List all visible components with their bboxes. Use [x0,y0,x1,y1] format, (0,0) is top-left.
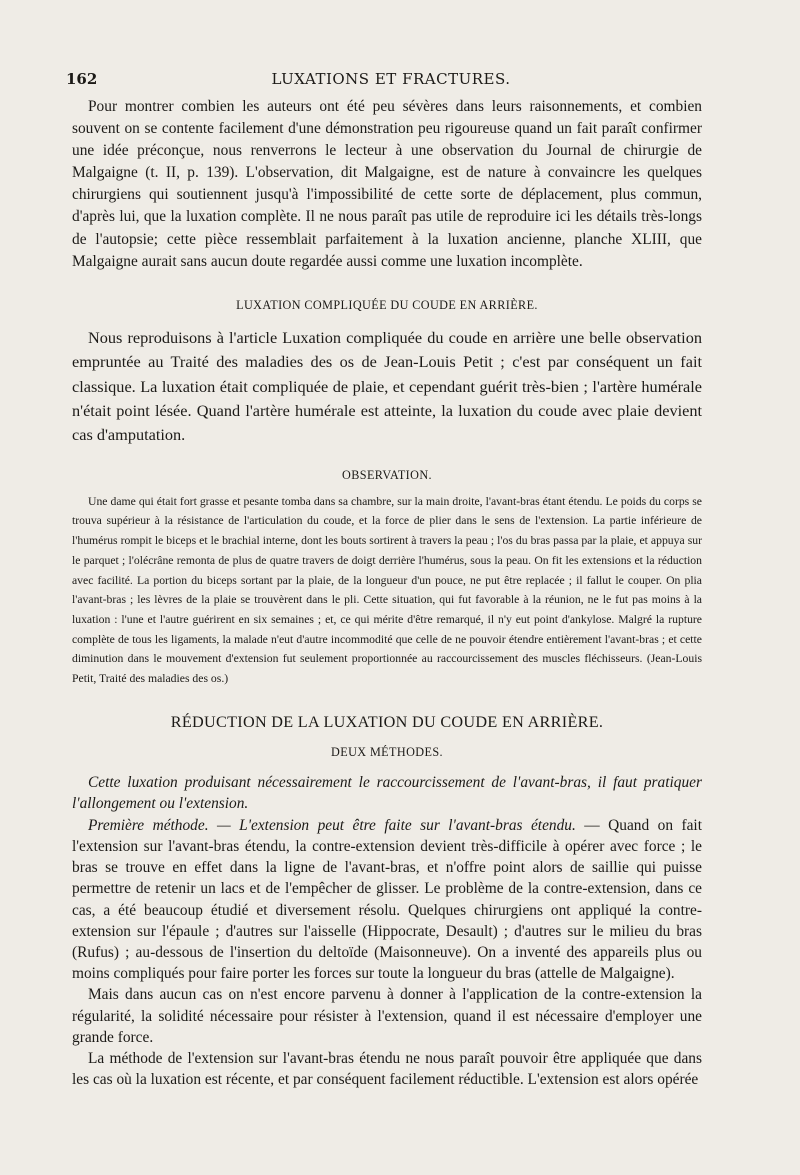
contre-extension-paragraph: Mais dans aucun cas on n'est encore parvenu à donner à l'application de la contre-extension la régularité, la solidité nécessaire pour résister à l'extension, quand il est nécessaire d'employer une grande force. [72,986,702,1046]
observation-heading: OBSERVATION. [342,467,432,482]
premiere-methode-label: Première méthode. — L'extension peut être faite sur l'avant-bras étendu. [88,816,576,834]
observation-paragraph: Une dame qui était fort grasse et pesante tomba dans sa chambre, sur la main droite, l'avant-bras étant étendu. Le poids du corps se trouva supérieur à la résistance de l'articulation du coude, et la force de plier dans le sens de l'extension. La partie inférieure de l'humérus rompit le biceps et le brachial interne, dont les bouts sortirent à travers la peau ; l'os du bras passa par la plaie, et appuya sur le parquet ; l'olécrâne remonta de plus de quatre travers de doigt derrière l'humérus, sous la peau. On fit les extensions et la réduction avec facilité. La portion du biceps sortant par la plaie, de la longueur d'un pouce, ne put être replacée ; il fallut le couper. On plia l'avant-bras ; les lèvres de la plaie se trouvèrent dans le pli. Cette situation, qui fut favorable à la réunion, ne le fut pas moins à la luxation : l'une et l'autre guérirent en six semaines ; et, ce qui mérite d'être remarqué, il n'y eut point d'ankylose. Malgré la rupture complète de tous les ligaments, la malade n'eut d'autre incommodité que celle de ne pouvoir étendre entièrement l'avant-bras ; et cette diminution dans le mouvement d'extension fut seulement proportionnée au raccourcissement des muscles fléchisseurs. (Jean-Louis Petit, Traité des maladies des os.) [72,494,702,686]
subheading-deux-methodes: DEUX MÉTHODES. [331,744,443,759]
page-content [72,96,702,1090]
section-heading-reduction: RÉDUCTION DE LA LUXATION DU COUDE EN ARRIÈRE. [170,712,604,731]
running-head: LUXATIONS ET FRACTURES. [271,70,511,88]
methode-extension-paragraph: La méthode de l'extension sur l'avant-bras étendu ne nous paraît pouvoir être appliquée que dans les cas où la luxation est récente, et par conséquent facilement réductible. L'extension est alors opérée [72,1050,702,1089]
italic-intro-paragraph: Cette luxation produisant nécessairement le raccourcissement de l'avant-bras, il faut pratiquer l'allongement ou l'extension. [72,773,702,813]
section-paragraph-luxation-compliquee: Nous reproduisons à l'article Luxation compliquée du coude en arrière une belle observation empruntée au Traité des maladies des os de Jean-Louis Petit ; c'est par conséquent un fait classique. La luxation était compliquée de plaie, et cependant guérit très-bien ; l'artère humérale n'était point lésée. Quand l'artère humérale est atteinte, la luxation du coude avec plaie devient cas d'amputation. [72,327,702,445]
page-header [66,70,716,94]
section-heading-luxation-compliquee: LUXATION COMPLIQUÉE DU COUDE EN ARRIÈRE. [236,297,538,312]
premiere-methode-paragraph [72,815,702,985]
premiere-methode-text: — Quand on fait l'extension sur l'avant-bras étendu, la contre-extension devient très-difficile à opérer avec force ; le bras se trouve en effet dans la ligne de l'avant-bras, et n'offre point alors de saillie qui puisse permettre de retenir un lacs et de l'empêcher de glisser. Le problème de la contre-extension, dans ce cas, a été beaucoup étudié et diversement résolu. Quelques chirurgiens ont appliqué la contre-extension sur l'épaule ; d'autres sur l'aisselle (Hippocrate, Desault) ; d'autres sur le milieu du bras (Rufus) ; au-dessous de l'insertion du deltoïde (Maisonneuve). On a inventé des appareils plus ou moins compliqués pour faire porter les forces sur toute la longueur du bras (attelle de Malgaigne). [72,816,702,983]
intro-paragraph: Pour montrer combien les auteurs ont été peu sévères dans leurs raisonnements, et combien souvent on se contente facilement d'une démonstration peu rigoureuse quand un fait paraît confirmer une idée préconçue, nous renverrons le lecteur à une observation du Journal de chirurgie de Malgaigne (t. II, p. 139). L'observation, dit Malgaigne, est de nature à convaincre les quelques chirurgiens qui soutiennent jusqu'à l'impossibilité de cette sorte de déplacement, plus commun, d'après lui, que la luxation complète. Il ne nous paraît pas utile de reproduire ici les détails très-longs de l'autopsie; cette pièce ressemblait parfaitement à la luxation ancienne, planche XLIII, que Malgaigne aurait sans aucun doute regardée aussi comme une luxation incomplète. [72,98,702,270]
page-number: 162 [66,70,98,88]
